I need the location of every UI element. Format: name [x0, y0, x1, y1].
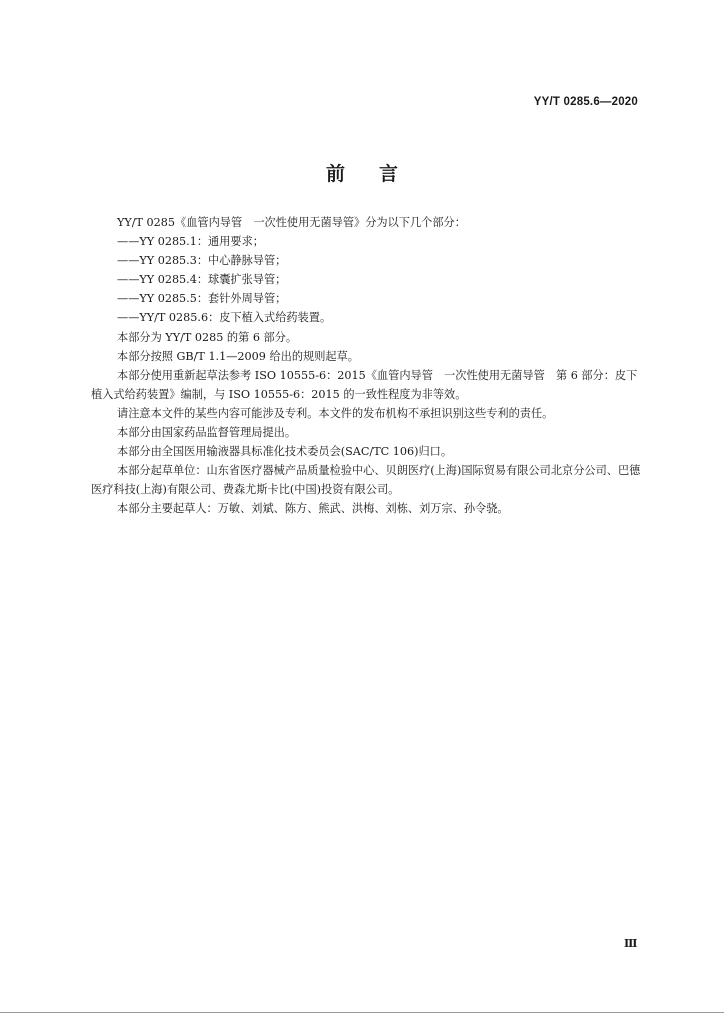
- part-list-item: ——YY 0285.3：中心静脉导管；: [117, 254, 287, 268]
- part-list-item: ——YY 0285.4：球囊扩张导管；: [117, 273, 287, 287]
- paragraph: 本部分使用重新起草法参考 ISO 10555-6：2015《血管内导管 一次性使用无菌导管 第 6 部分：皮下植入式给药装置》编制，与 ISO 10555-6：2015 的一致性程度为非等效。: [91, 368, 638, 401]
- foreword-body: [91, 213, 643, 519]
- page-title: 前言: [325, 163, 432, 185]
- page-number: Ⅲ: [624, 937, 638, 950]
- paragraph: 本部分按照 GB/T 1.1—2009 给出的规则起草。: [117, 349, 359, 363]
- part-list-item: ——YY 0285.5：套针外周导管；: [117, 292, 287, 306]
- footer-divider: [0, 1012, 724, 1013]
- paragraph: 本部分主要起草人：万敏、刘斌、陈方、熊武、洪梅、刘栋、刘万宗、孙令骁。: [117, 502, 509, 516]
- part-list-item: ——YY/T 0285.6：皮下植入式给药装置。: [117, 311, 332, 325]
- paragraph: 本部分由全国医用输液器具标准化技术委员会(SAC/TC 106)归口。: [117, 445, 453, 459]
- intro-paragraph: YY/T 0285《血管内导管 一次性使用无菌导管》分为以下几个部分：: [117, 216, 466, 229]
- paragraph: 本部分起草单位：山东省医疗器械产品质量检验中心、贝朗医疗(上海)国际贸易有限公司北京分公司、巴德医疗科技(上海)有限公司、费森尤斯卡比(中国)投资有限公司。: [91, 464, 641, 497]
- paragraph: 本部分由国家药品监督管理局提出。: [117, 426, 297, 440]
- standard-number: YY/T 0285.6—2020: [533, 96, 638, 108]
- paragraph: 请注意本文件的某些内容可能涉及专利。本文件的发布机构不承担识别这些专利的责任。: [117, 406, 554, 420]
- paragraph: 本部分为 YY/T 0285 的第 6 部分。: [117, 330, 298, 344]
- part-list-item: ——YY 0285.1：通用要求；: [117, 235, 264, 249]
